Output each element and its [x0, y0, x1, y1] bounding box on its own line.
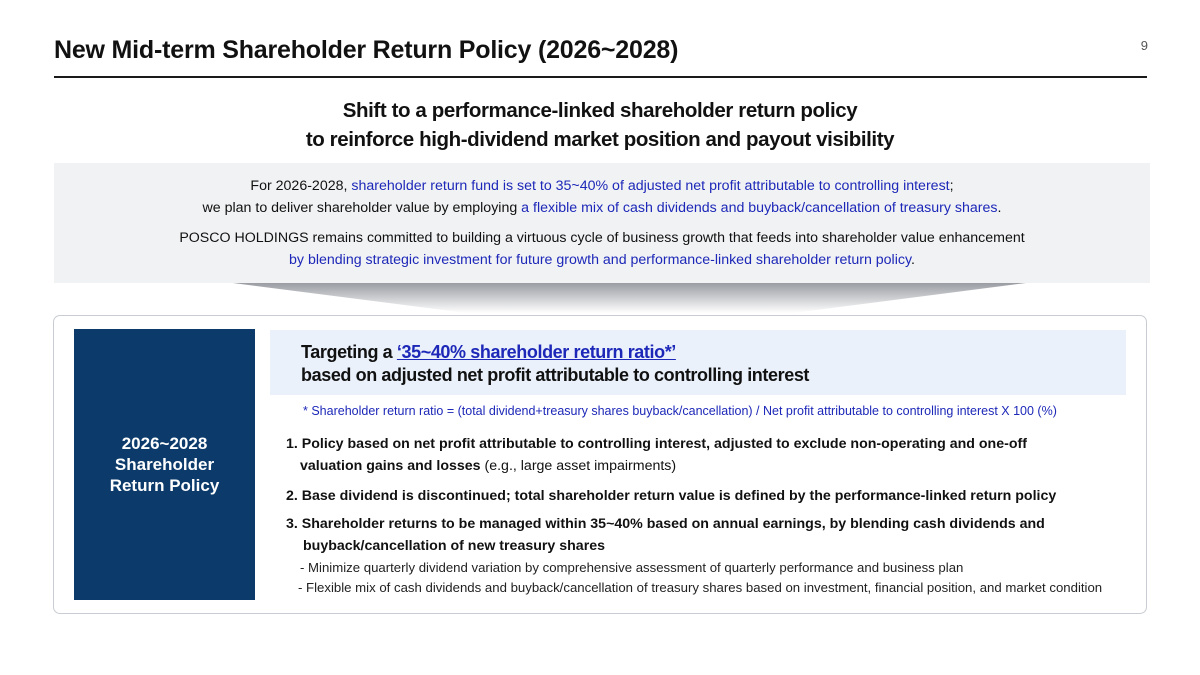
headline: [0, 96, 1200, 154]
funnel-shape: [233, 283, 1026, 313]
policy-subitem-1: - Minimize quarterly dividend variation by comprehensive assessment of quarterly performance and business plan: [300, 560, 964, 575]
headline-line-2: to reinforce high-dividend market position and payout visibility: [305, 128, 895, 151]
page-title: New Mid-term Shareholder Return Policy (2026~2028): [54, 36, 679, 64]
title-divider: [54, 76, 1147, 78]
summary-p1-a: For 2026-2028,: [250, 178, 352, 194]
policy-item-2: 2. Base dividend is discontinued; total shareholder return value is defined by the performance-linked return policy: [286, 488, 1057, 504]
summary-paragraph-1: [54, 175, 1150, 219]
target-highlight: ‘35~40% shareholder return ratio*’: [396, 342, 676, 362]
side-label-line-1: 2026~2028: [121, 434, 208, 453]
policy-item-3: [286, 513, 1136, 557]
summary-paragraph-2: [54, 227, 1150, 271]
summary-p2-highlight: by blending strategic investment for future growth and performance-linked shareholder return policy: [289, 252, 911, 268]
target-statement: [301, 341, 809, 387]
policy-item-1-bold: valuation gains and losses: [300, 458, 481, 474]
policy-item-1-line-2: [286, 455, 1136, 477]
page-number: 9: [1140, 38, 1148, 53]
summary-p1-f: .: [997, 200, 1002, 216]
side-label-line-2: Shareholder: [114, 455, 215, 474]
policy-item-1-line-1: 1. Policy based on net profit attributable to controlling interest, adjusted to exclude non-operating and one-off: [286, 436, 1027, 452]
summary-p1-c: ;: [949, 178, 954, 194]
headline-line-1: Shift to a performance-linked shareholder return policy: [342, 99, 858, 122]
policy-subitem-2: - Flexible mix of cash dividends and buyback/cancellation of treasury shares based on investment, financial position, and market condition: [298, 580, 1103, 595]
summary-p1-highlight-1: shareholder return fund is set to 35~40% of adjusted net profit attributable to controlling interest: [351, 178, 950, 194]
ratio-footnote: * Shareholder return ratio = (total dividend+treasury shares buyback/cancellation) / Net profit attributable to controlling interest X 100 (%): [303, 404, 1057, 418]
summary-p2-a: POSCO HOLDINGS remains committed to building a virtuous cycle of business growth that feeds into shareholder value enhancement: [179, 230, 1025, 246]
policy-items: [286, 433, 1136, 598]
policy-item-3-line-2: buyback/cancellation of new treasury shares: [303, 538, 605, 554]
policy-item-1: [286, 433, 1136, 477]
policy-item-3-line-1: 3. Shareholder returns to be managed within 35~40% based on annual earnings, by blending cash dividends and: [286, 516, 1045, 532]
target-prefix: Targeting a: [301, 342, 397, 362]
target-line-2: based on adjusted net profit attributable to controlling interest: [301, 365, 810, 385]
target-line-1: [301, 341, 809, 364]
summary-p1-d: we plan to deliver shareholder value by employing: [202, 200, 522, 216]
policy-item-1-note: (e.g., large asset impairments): [480, 458, 677, 474]
summary-p1-highlight-2: a flexible mix of cash dividends and buyback/cancellation of treasury shares: [521, 200, 998, 216]
summary-p2-c: .: [911, 252, 915, 268]
policy-side-label: [74, 329, 255, 600]
side-label-line-3: Return Policy: [109, 476, 220, 495]
summary-box: [54, 163, 1150, 283]
